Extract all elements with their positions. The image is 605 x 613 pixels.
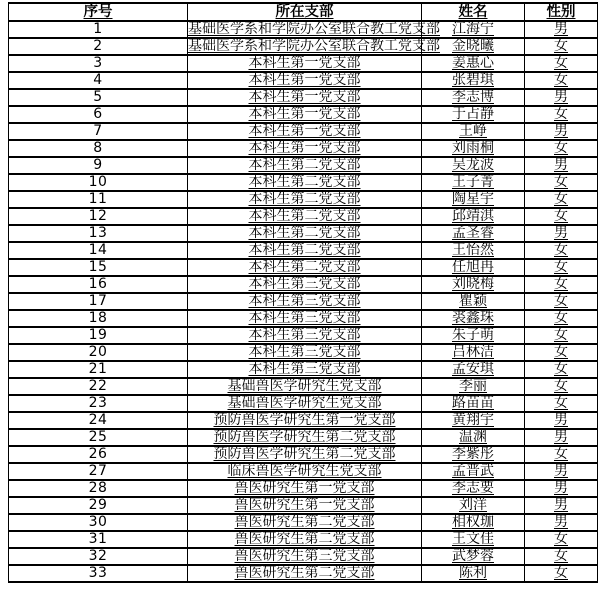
gender-cell: 男	[525, 412, 598, 429]
gender-cell: 女	[525, 72, 598, 89]
branch-cell: 本科生第三党支部	[188, 361, 422, 378]
row-number-cell: 19	[9, 327, 188, 344]
gender-cell: 女	[525, 378, 598, 395]
branch-cell: 本科生第二党支部	[188, 242, 422, 259]
branch-cell: 临床兽医学研究生党支部	[188, 463, 422, 480]
branch-cell: 兽医研究生第二党支部	[188, 514, 422, 531]
gender-cell: 女	[525, 242, 598, 259]
branch-cell: 本科生第一党支部	[188, 89, 422, 106]
row-number-cell: 4	[9, 72, 188, 89]
gender-cell: 男	[525, 225, 598, 242]
branch-cell: 本科生第三党支部	[188, 276, 422, 293]
name-cell: 王文佳	[422, 531, 525, 548]
row-number-cell: 24	[9, 412, 188, 429]
branch-cell: 本科生第三党支部	[188, 327, 422, 344]
row-number-cell: 15	[9, 259, 188, 276]
gender-cell: 女	[525, 565, 598, 582]
row-number-cell: 20	[9, 344, 188, 361]
name-cell: 任旭冉	[422, 259, 525, 276]
table-row	[9, 480, 598, 497]
name-cell: 李紫彤	[422, 446, 525, 463]
row-number-cell: 16	[9, 276, 188, 293]
table-row	[9, 72, 598, 89]
table-row	[9, 514, 598, 531]
table-row	[9, 565, 598, 582]
table-row	[9, 344, 598, 361]
branch-cell: 本科生第一党支部	[188, 123, 422, 140]
branch-cell: 本科生第二党支部	[188, 157, 422, 174]
table-row	[9, 140, 598, 157]
table-row	[9, 310, 598, 327]
row-number-cell: 8	[9, 140, 188, 157]
branch-cell: 本科生第三党支部	[188, 310, 422, 327]
gender-cell: 女	[525, 106, 598, 123]
name-cell: 刘晓梅	[422, 276, 525, 293]
name-cell: 陶星宇	[422, 191, 525, 208]
table-row	[9, 106, 598, 123]
row-number-cell: 1	[9, 21, 188, 38]
branch-cell: 预防兽医学研究生第一党支部	[188, 412, 422, 429]
gender-cell: 男	[525, 89, 598, 106]
row-number-cell: 25	[9, 429, 188, 446]
row-number-cell: 18	[9, 310, 188, 327]
name-cell: 孟圣睿	[422, 225, 525, 242]
table-row	[9, 276, 598, 293]
branch-cell: 本科生第二党支部	[188, 191, 422, 208]
table-row	[9, 191, 598, 208]
name-cell: 王怡然	[422, 242, 525, 259]
table-row	[9, 225, 598, 242]
gender-cell: 女	[525, 140, 598, 157]
branch-cell: 预防兽医学研究生第二党支部	[188, 446, 422, 463]
spreadsheet-page	[0, 2, 605, 613]
gender-cell: 女	[525, 327, 598, 344]
table-row	[9, 38, 598, 55]
header-branch: 所在支部	[188, 3, 422, 21]
row-number-cell: 22	[9, 378, 188, 395]
row-number-cell: 31	[9, 531, 188, 548]
row-number-cell: 10	[9, 174, 188, 191]
row-number-cell: 23	[9, 395, 188, 412]
name-cell: 武梦蓉	[422, 548, 525, 565]
branch-cell: 本科生第一党支部	[188, 72, 422, 89]
header-row-number: 序号	[9, 3, 188, 21]
gender-cell: 女	[525, 293, 598, 310]
gender-cell: 女	[525, 38, 598, 55]
branch-cell: 兽医研究生第二党支部	[188, 565, 422, 582]
name-cell: 瞿颖	[422, 293, 525, 310]
table-row	[9, 293, 598, 310]
branch-cell: 本科生第二党支部	[188, 225, 422, 242]
name-cell: 李志博	[422, 89, 525, 106]
branch-cell: 基础医学系和学院办公室联合教工党支部	[188, 38, 440, 54]
gender-cell: 男	[525, 21, 598, 38]
branch-cell: 本科生第三党支部	[188, 344, 422, 361]
table-row	[9, 395, 598, 412]
row-number-cell: 28	[9, 480, 188, 497]
gender-cell: 女	[525, 276, 598, 293]
row-number-cell: 7	[9, 123, 188, 140]
gender-cell: 男	[525, 480, 598, 497]
table-row	[9, 208, 598, 225]
header-gender: 性别	[525, 3, 598, 21]
table-row	[9, 89, 598, 106]
table-row	[9, 548, 598, 565]
gender-cell: 女	[525, 344, 598, 361]
branch-cell: 本科生第二党支部	[188, 208, 422, 225]
branch-cell: 兽医研究生第一党支部	[188, 480, 422, 497]
row-number-cell: 29	[9, 497, 188, 514]
table-row	[9, 463, 598, 480]
table-header-row	[9, 3, 598, 21]
name-cell: 孟晋武	[422, 463, 525, 480]
table-body	[9, 21, 598, 582]
name-cell: 张碧琪	[422, 72, 525, 89]
gender-cell: 女	[525, 174, 598, 191]
gender-cell: 女	[525, 55, 598, 72]
name-cell: 陈利	[422, 565, 525, 582]
table-row	[9, 531, 598, 548]
row-number-cell: 33	[9, 565, 188, 582]
name-cell: 刘雨桐	[422, 140, 525, 157]
name-cell: 李志要	[422, 480, 525, 497]
row-number-cell: 11	[9, 191, 188, 208]
gender-cell: 男	[525, 497, 598, 514]
roster-table	[8, 2, 598, 583]
name-cell: 吕林洁	[422, 344, 525, 361]
name-cell: 姜惠心	[422, 55, 525, 72]
header-name: 姓名	[422, 3, 525, 21]
table-row	[9, 123, 598, 140]
row-number-cell: 2	[9, 38, 188, 55]
branch-cell: 本科生第二党支部	[188, 259, 422, 276]
row-number-cell: 27	[9, 463, 188, 480]
name-cell: 黄翔宇	[422, 412, 525, 429]
table-row	[9, 327, 598, 344]
branch-cell: 本科生第一党支部	[188, 55, 422, 72]
table-row	[9, 378, 598, 395]
table-row	[9, 446, 598, 463]
gender-cell: 男	[525, 463, 598, 480]
row-number-cell: 26	[9, 446, 188, 463]
row-number-cell: 32	[9, 548, 188, 565]
row-number-cell: 14	[9, 242, 188, 259]
name-cell: 于占静	[422, 106, 525, 123]
table-row	[9, 361, 598, 378]
branch-cell: 本科生第一党支部	[188, 106, 422, 123]
branch-cell: 预防兽医学研究生第二党支部	[188, 429, 422, 446]
name-cell: 江海宁	[422, 21, 525, 38]
name-cell: 路苗苗	[422, 395, 525, 412]
table-row	[9, 259, 598, 276]
row-number-cell: 17	[9, 293, 188, 310]
gender-cell: 女	[525, 310, 598, 327]
row-number-cell: 30	[9, 514, 188, 531]
table-row	[9, 242, 598, 259]
table-row	[9, 412, 598, 429]
gender-cell: 女	[525, 208, 598, 225]
name-cell: 孟安琪	[422, 361, 525, 378]
table-row	[9, 174, 598, 191]
gender-cell: 男	[525, 123, 598, 140]
branch-cell: 基础医学系和学院办公室联合教工党支部	[188, 21, 440, 37]
row-number-cell: 6	[9, 106, 188, 123]
gender-cell: 女	[525, 395, 598, 412]
name-cell: 邱靖淇	[422, 208, 525, 225]
row-number-cell: 12	[9, 208, 188, 225]
table-row	[9, 157, 598, 174]
gender-cell: 女	[525, 361, 598, 378]
branch-cell: 本科生第三党支部	[188, 293, 422, 310]
table-row	[9, 55, 598, 72]
gender-cell: 女	[525, 531, 598, 548]
name-cell: 刘洋	[422, 497, 525, 514]
name-cell: 朱子萌	[422, 327, 525, 344]
name-cell: 温渊	[422, 429, 525, 446]
name-cell: 金晓曦	[422, 38, 525, 55]
row-number-cell: 9	[9, 157, 188, 174]
name-cell: 裘鑫珠	[422, 310, 525, 327]
name-cell: 李丽	[422, 378, 525, 395]
row-number-cell: 21	[9, 361, 188, 378]
branch-cell: 兽医研究生第三党支部	[188, 548, 422, 565]
row-number-cell: 13	[9, 225, 188, 242]
table-row	[9, 21, 598, 38]
table-row	[9, 497, 598, 514]
branch-cell: 基础兽医学研究生党支部	[188, 395, 422, 412]
gender-cell: 男	[525, 514, 598, 531]
gender-cell: 男	[525, 157, 598, 174]
gender-cell: 女	[525, 446, 598, 463]
table-row	[9, 429, 598, 446]
name-cell: 吴龙波	[422, 157, 525, 174]
name-cell: 相权珈	[422, 514, 525, 531]
branch-cell: 本科生第一党支部	[188, 140, 422, 157]
gender-cell: 女	[525, 191, 598, 208]
gender-cell: 男	[525, 429, 598, 446]
gender-cell: 女	[525, 259, 598, 276]
name-cell: 王峥	[422, 123, 525, 140]
branch-cell: 基础兽医学研究生党支部	[188, 378, 422, 395]
branch-cell: 本科生第二党支部	[188, 174, 422, 191]
name-cell: 王子菁	[422, 174, 525, 191]
branch-cell: 兽医研究生第一党支部	[188, 497, 422, 514]
row-number-cell: 5	[9, 89, 188, 106]
gender-cell: 女	[525, 548, 598, 565]
row-number-cell: 3	[9, 55, 188, 72]
branch-cell: 兽医研究生第二党支部	[188, 531, 422, 548]
